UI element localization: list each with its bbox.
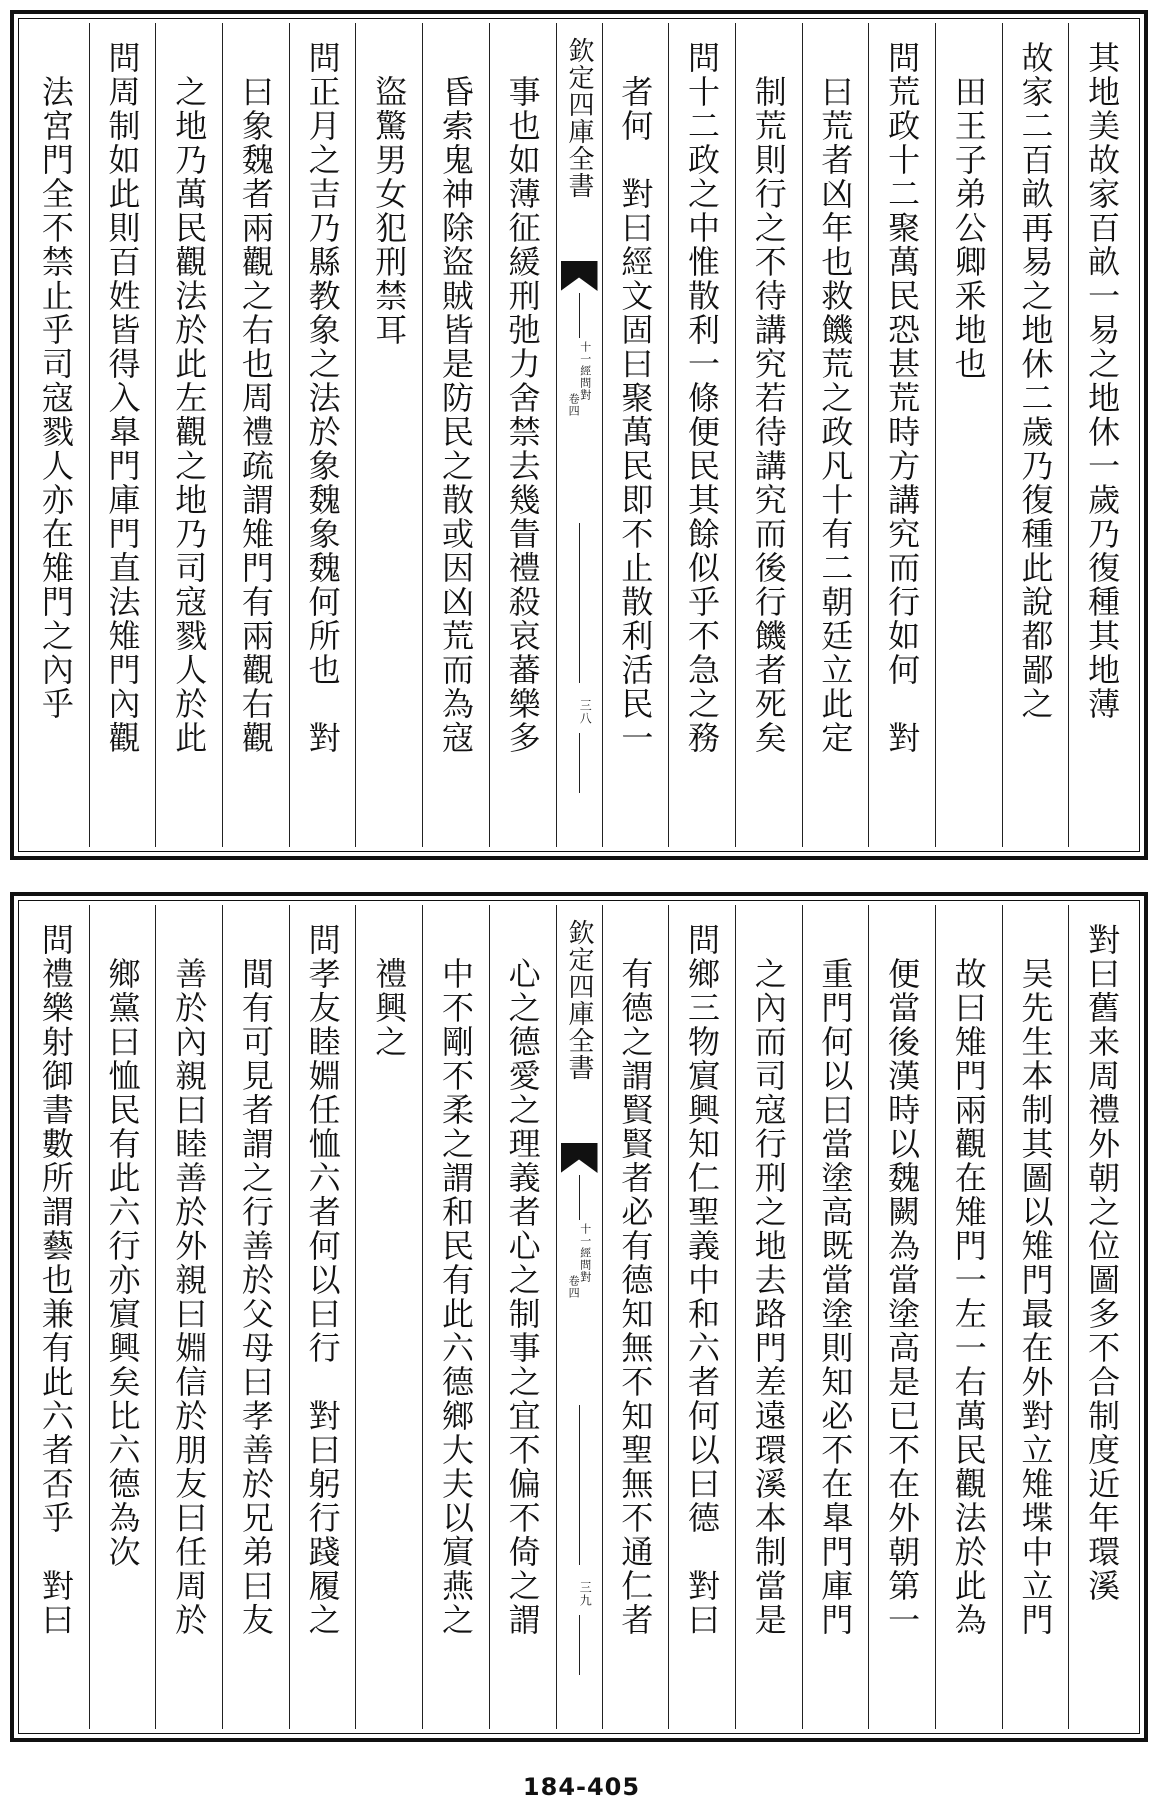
column-text: 有德之謂賢賢者必有德知無不知聖無不通仁者: [616, 957, 655, 1637]
text-column: [89, 23, 156, 847]
column-text: 吴先生本制其圖以雉門最在外對立雉堞中立門: [1016, 957, 1055, 1637]
column-text: 禮興之: [370, 957, 409, 1059]
text-column: [222, 905, 289, 1729]
text-column: [89, 905, 156, 1729]
column-text: 重門何以曰當塗高既當塗則知必不在臯門庫門: [816, 957, 855, 1637]
column-text: 者何 對曰經文固曰聚萬民即不止散利活民一: [616, 75, 655, 755]
column-text: 之內而司寇行刑之地去路門差遠環溪本制當是: [749, 957, 788, 1637]
text-column: [735, 905, 802, 1729]
top-page-panel: [10, 10, 1148, 860]
margin-rule: [579, 1615, 580, 1675]
text-column: [289, 23, 356, 847]
column-text: 鄉黨曰恤民有此六行亦賔興矣比六德為次: [103, 957, 142, 1569]
text-column: [355, 905, 422, 1729]
column-text: 間有可見者謂之行善於父母曰孝善於兄弟曰友: [236, 957, 275, 1637]
chapter-label: 十一經問對: [578, 341, 592, 401]
center-margin: [556, 23, 602, 847]
column-text: 盜驚男女犯刑禁耳: [370, 75, 409, 347]
column-text: 故曰雉門兩觀在雉門一左一右萬民觀法於此為: [949, 957, 988, 1637]
text-column: [155, 23, 222, 847]
column-text: 法宮門全不禁止乎司寇戮人亦在雉門之內乎: [36, 75, 75, 721]
margin-page-number: 三八: [578, 699, 593, 725]
text-column: [23, 23, 89, 847]
column-text: 問十二政之中惟散利一條便民其餘似乎不急之務: [683, 41, 722, 755]
column-text: 其地美故家百畝一易之地休一歲乃復種其地薄: [1083, 41, 1122, 721]
column-text: 問正月之吉乃縣教象之法於象魏象魏何所也 對: [303, 41, 342, 755]
column-text: 曰荒者凶年也救饑荒之政凡十有二朝廷立此定: [816, 75, 855, 755]
bottom-text-columns: [23, 905, 1135, 1729]
column-text: 便當後漢時以魏闕為當塗高是已不在外朝第一: [883, 957, 922, 1637]
column-text: 問鄉三物賔興知仁聖義中和六者何以曰德 對曰: [683, 923, 722, 1637]
column-text: 曰象魏者兩觀之右也周禮疏謂雉門有兩觀右觀: [236, 75, 275, 755]
margin-page-number: 三九: [578, 1581, 593, 1607]
fish-tail-mark-icon: [561, 261, 598, 291]
text-column: [23, 905, 89, 1729]
column-text: 制荒則行之不待講究若待講究而後行饑者死矣: [749, 75, 788, 755]
column-text: 對曰舊来周禮外朝之位圖多不合制度近年環溪: [1083, 923, 1122, 1603]
text-column: [602, 905, 669, 1729]
text-column: [489, 905, 556, 1729]
volume-label: 卷四: [567, 393, 581, 417]
column-text: 問禮樂射御書數所謂藝也兼有此六者否乎 對曰: [36, 923, 75, 1637]
margin-rule: [579, 293, 580, 338]
column-text: 昏索鬼神除盜賊皆是防民之散或因凶荒而為寇: [436, 75, 475, 755]
text-column: [802, 23, 869, 847]
margin-rule: [579, 523, 580, 683]
text-column: [1068, 23, 1135, 847]
text-column: [735, 23, 802, 847]
column-text: 中不剛不柔之謂和民有此六德鄉大夫以賔燕之: [436, 957, 475, 1637]
column-text: 問孝友睦婣任恤六者何以曰行 對曰躬行踐履之: [303, 923, 342, 1637]
text-column: [489, 23, 556, 847]
text-column: [155, 905, 222, 1729]
text-column: [1002, 23, 1069, 847]
margin-rule: [579, 1175, 580, 1220]
column-text: 事也如薄征緩刑弛力舍禁去幾眚禮殺哀蕃樂多: [503, 75, 542, 755]
column-text: 田王子弟公卿釆地也: [949, 75, 988, 381]
fish-tail-mark-icon: [561, 1143, 598, 1173]
column-text: 問周制如此則百姓皆得入臯門庫門直法雉門內觀: [103, 41, 142, 755]
text-column: [868, 23, 935, 847]
text-column: [935, 23, 1002, 847]
text-column: [355, 23, 422, 847]
text-column: [668, 23, 735, 847]
text-column: [668, 905, 735, 1729]
book-title: 欽定四庫全書: [564, 37, 594, 199]
text-column: [935, 905, 1002, 1729]
top-text-columns: [23, 23, 1135, 847]
book-title: 欽定四庫全書: [564, 919, 594, 1081]
text-column: [802, 905, 869, 1729]
chapter-label: 十一經問對: [578, 1223, 592, 1283]
text-column: [1068, 905, 1135, 1729]
column-text: 善於內親曰睦善於外親曰婣信於朋友曰任周於: [170, 957, 209, 1637]
text-column: [422, 905, 489, 1729]
bottom-page-panel: [10, 892, 1148, 1742]
text-column: [222, 23, 289, 847]
column-text: 心之德愛之理義者心之制事之宜不偏不倚之謂: [503, 957, 542, 1637]
text-column: [422, 23, 489, 847]
text-column: [602, 23, 669, 847]
center-margin: [556, 905, 602, 1729]
volume-label: 卷四: [567, 1275, 581, 1299]
text-column: [289, 905, 356, 1729]
page-code: 184-405: [522, 1773, 641, 1801]
column-text: 之地乃萬民觀法於此左觀之地乃司寇戮人於此: [170, 75, 209, 755]
column-text: 問荒政十二聚萬民恐甚荒時方講究而行如何 對: [883, 41, 922, 755]
column-text: 故家二百畝再易之地休二歲乃復種此說都鄙之: [1016, 41, 1055, 721]
text-column: [1002, 905, 1069, 1729]
text-column: [868, 905, 935, 1729]
margin-rule: [579, 733, 580, 793]
margin-rule: [579, 1405, 580, 1565]
